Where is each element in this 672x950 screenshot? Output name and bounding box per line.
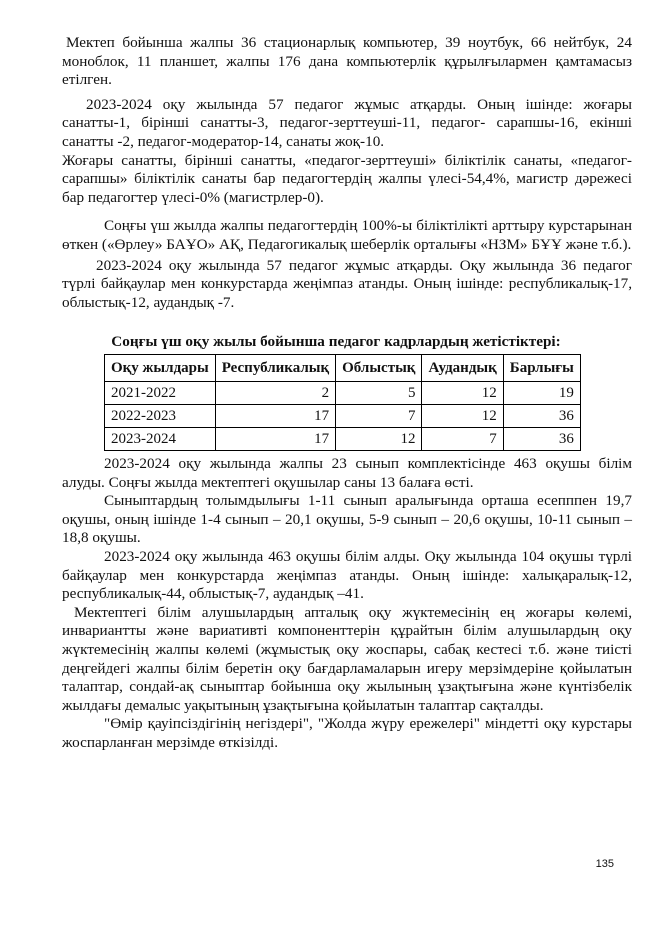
paragraph-safety-courses: "Өмір қауіпсіздігінің негіздері", "Жолда жүру ережелері" міндетті оқу курстары жоспарланған мерзімде өткізілді. (62, 715, 632, 751)
paragraph-teacher-winners: 2023-2024 оқу жылында 57 педагог жұмыс атқарды. Оқу жылында 36 педагог түрлі байқаулар мен конкурстарда жеңімпаз атанды. Оның ішінде: республикалық-17, облыстық-12, аудандық -7. (62, 256, 632, 311)
paragraph-student-winners: 2023-2024 оқу жылында 463 оқушы білім алды. Оқу жылында 104 оқушы түрлі байқаулар мен конкурстарда жеңімпаз атанды. Оның ішінде: халықаралық-12, республикалық-44, облыстық-7, аудандық –41. (62, 547, 632, 603)
table-row (105, 405, 581, 428)
cell-total: 19 (503, 382, 580, 405)
cell-region: 7 (336, 405, 422, 428)
cell-year: 2022-2023 (105, 405, 216, 428)
paragraph-categories-share: Жоғары санатты, бірінші санатты, «педагог-зерттеуші» біліктілік санаты, «педагог-сарапшы» біліктілік санаты бар педагогтердің жалпы үлесі-54,4%, магистр дәрежесі бар педагогтер үлесі-0% (магистрлер-0). (62, 151, 632, 206)
paragraph-teachers-count: 2023-2024 оқу жылында 57 педагог жұмыс атқарды. Оның ішінде: жоғары санатты-1, бірінші санатты-3, педагог-зерттеуші-11, педагог- сарапшы-16, екінші санатты -2, педагог-модератор-14, санаты жоқ-10. (62, 95, 632, 150)
cell-district: 12 (422, 405, 503, 428)
cell-total: 36 (503, 428, 580, 451)
page-number: 135 (595, 858, 614, 870)
col-header-republic: Республикалық (215, 355, 335, 382)
cell-republic: 17 (215, 405, 335, 428)
col-header-region: Облыстық (336, 355, 422, 382)
cell-total: 36 (503, 405, 580, 428)
cell-republic: 2 (215, 382, 335, 405)
col-header-total: Барлығы (503, 355, 580, 382)
cell-republic: 17 (215, 428, 335, 451)
table-header-row (105, 355, 581, 382)
paragraph-class-fill: Сыныптардың толымдылығы 1-11 сынып аралығында орташа есепппен 19,7 оқушы, оның ішінде 1-4 сынып – 20,1 оқушы, 5-9 сынып – 20,6 оқушы, 10-11 сынып – 18,8 оқушы. (62, 492, 632, 547)
table-title: Соңғы үш оқу жылы бойынша педагог кадрлардың жетістіктері: (111, 333, 561, 350)
table-row (105, 382, 581, 405)
paragraph-students-count: 2023-2024 оқу жылында жалпы 23 сынып комплектісінде 463 оқушы білім алуды. Соңғы жылда мектептегі оқушылар саны 13 балаға өсті. (62, 455, 632, 491)
text-section-top (62, 34, 632, 312)
cell-district: 7 (422, 428, 503, 451)
text-section-bottom (62, 455, 632, 753)
cell-region: 5 (336, 382, 422, 405)
paragraph-equipment: Мектеп бойынша жалпы 36 стационарлық компьютер, 39 ноутбук, 66 нейтбук, 24 моноблок, 11 планшет, жалпы 176 дана компьютерлік құрылғылармен қамтамасыз етілген. (62, 34, 632, 89)
achievements-table (104, 354, 581, 451)
cell-year: 2023-2024 (105, 428, 216, 451)
col-header-district: Аудандық (422, 355, 503, 382)
cell-year: 2021-2022 (105, 382, 216, 405)
cell-district: 12 (422, 382, 503, 405)
table-row (105, 428, 581, 451)
paragraph-qualification-courses: Соңғы үш жылда жалпы педагогтердің 100%-ы біліктілікті арттыру курстарынан өткен («Өрлеу» БАҰО» АҚ, Педагогикалық шеберлік орталығы «НЗМ» БҰҰ және т.б.). (62, 217, 632, 253)
cell-region: 12 (336, 428, 422, 451)
col-header-years: Оқу жылдары (105, 355, 216, 382)
paragraph-study-load: Мектептегі білім алушылардың апталық оқу жүктемесінің ең жоғары көлемі, инвариантты және вариативті компоненттерін құрайтын білім алушылардың оқу жүктемесінің жалпы көлемі (жұмыстық оқу жоспары, сабақ кестесі т.б. және тиісті деңгейдегі жалпы білім беретін оқу бағдарламаларын игеру мерзімдеріне қойылатын талаптар, сондай-ақ сыныптар бойынша оқу жылының ұзақтығына және күнтізбелік жылдағы демалыс уақытының ұзақтығына қойылатын талаптар сақталды. (62, 603, 632, 714)
